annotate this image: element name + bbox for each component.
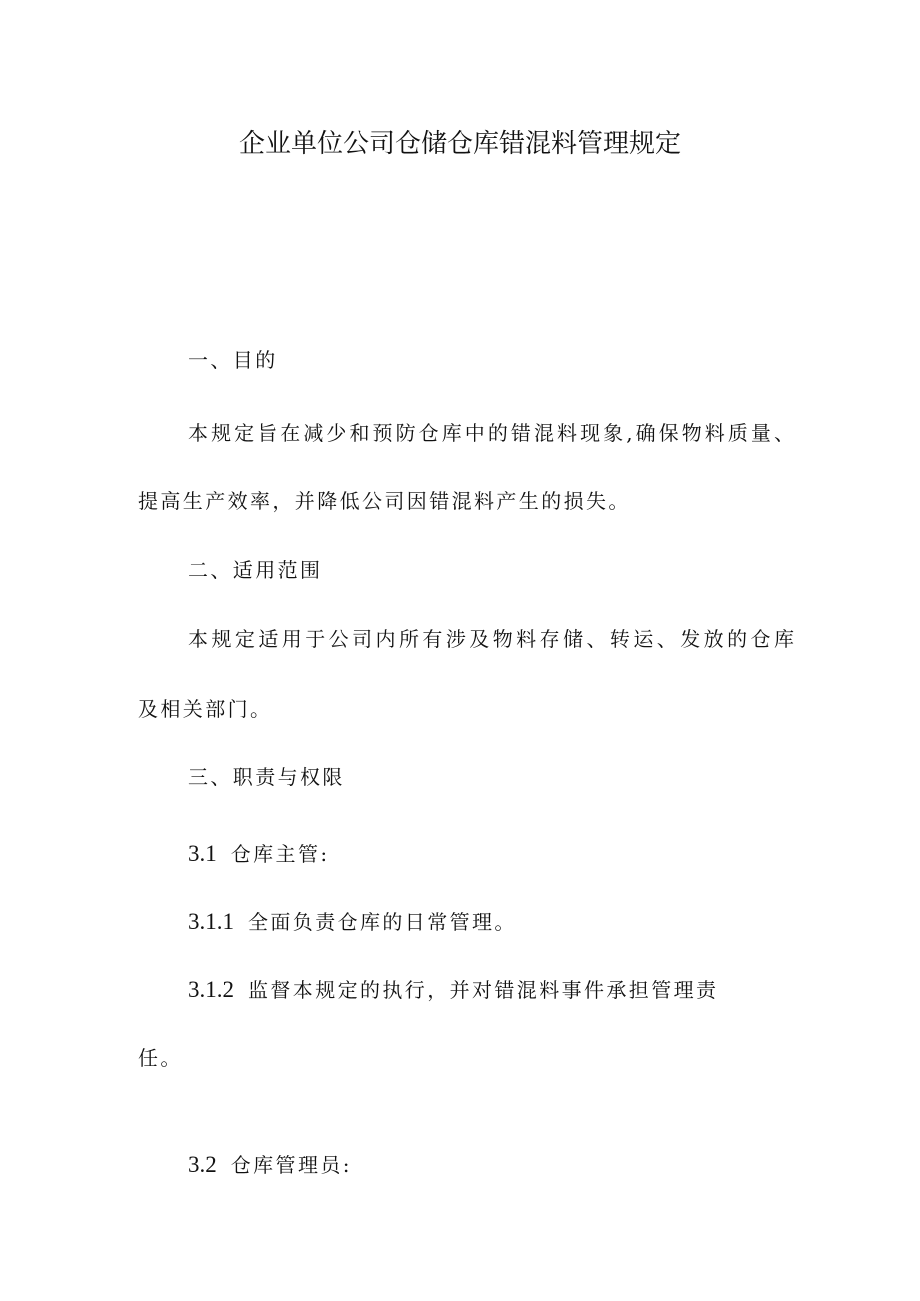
section-text: 仓库主管:	[230, 842, 330, 866]
section-3-1	[188, 839, 330, 869]
section-text: 监督本规定的执行，并对错混料事件承担管理责	[248, 978, 719, 1002]
section-number: 3.1.2	[188, 977, 234, 1002]
section-text: 仓库管理员:	[230, 1153, 352, 1177]
heading-scope: 二、适用范围	[188, 558, 323, 582]
section-3-1-2-continuation: 任。	[138, 1046, 183, 1070]
purpose-paragraph-line-1: 本规定旨在减少和预防仓库中的错混料现象,确保物料质量、	[188, 421, 794, 445]
scope-paragraph-line-1: 本规定适用于公司内所有涉及物料存储、转运、发放的仓库	[188, 627, 794, 651]
section-number: 3.1.1	[188, 909, 234, 934]
purpose-paragraph-line-2: 提高生产效率，并降低公司因错混料产生的损失。	[138, 489, 631, 513]
section-text: 全面负责仓库的日常管理。	[248, 910, 517, 934]
heading-responsibilities: 三、职责与权限	[188, 765, 345, 789]
section-number: 3.2	[188, 1152, 217, 1177]
section-3-1-1	[188, 907, 517, 937]
section-number: 3.1	[188, 841, 217, 866]
section-3-2	[188, 1150, 352, 1180]
scope-paragraph-line-2: 及相关部门。	[138, 697, 273, 721]
section-3-1-2	[188, 975, 718, 1005]
heading-purpose: 一、目的	[188, 348, 278, 372]
document-title: 企业单位公司仓储仓库错混料管理规定	[238, 129, 681, 159]
